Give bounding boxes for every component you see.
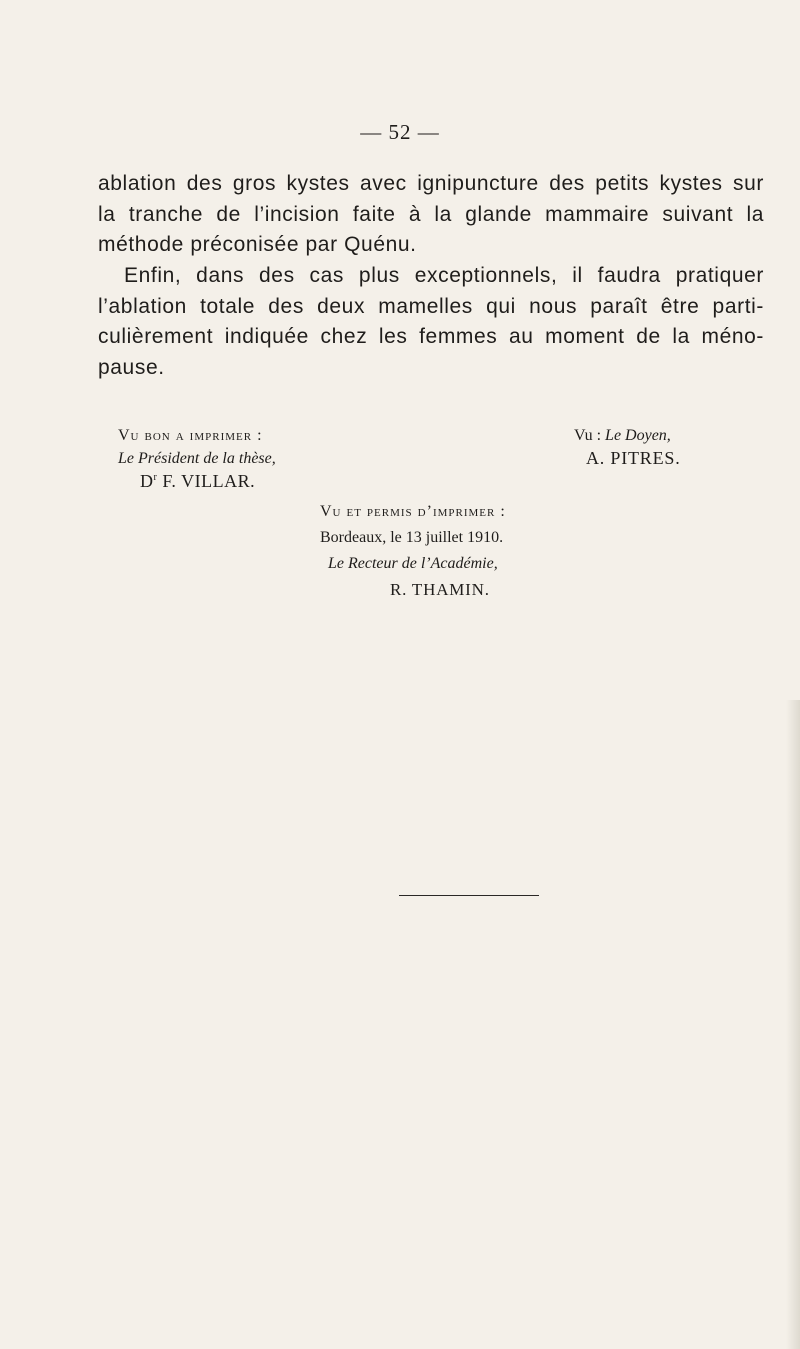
president-role: Le Président de la thèse, bbox=[118, 450, 276, 467]
approval-heading: Vu bon a imprimer : bbox=[118, 427, 263, 444]
permission-heading: Vu et permis d’imprimer : bbox=[320, 503, 506, 520]
dean-name: A. PITRES. bbox=[586, 448, 681, 468]
president-approval-block bbox=[118, 424, 276, 493]
text-line: la tranche de l’incision faite à la glande mammaire suivant la bbox=[98, 202, 764, 226]
paragraph-enfin bbox=[98, 261, 764, 383]
rector-role: Le Recteur de l’Académie, bbox=[328, 555, 498, 572]
text-line: pause. bbox=[98, 355, 165, 379]
text-line: Enfin, dans des cas plus exceptionnels, il faudra pratiquer bbox=[124, 264, 764, 287]
rector-name: R. THAMIN. bbox=[390, 580, 490, 599]
text-line: culièrement indiquée chez les femmes au moment de la méno- bbox=[98, 325, 764, 348]
text-line: l’ablation totale des deux mamelles qui nous paraît être parti- bbox=[98, 294, 764, 318]
text-line: méthode préconisée par Quénu. bbox=[98, 233, 417, 256]
president-name: $D^r$ F. VILLAR. bbox=[140, 471, 256, 491]
place-date: Bordeaux, le 13 juillet 1910. bbox=[320, 529, 504, 546]
dean-line: Vu : Le Doyen, bbox=[574, 427, 671, 444]
page-edge-shading bbox=[786, 700, 800, 1349]
page-number: — 52 — bbox=[360, 120, 440, 144]
permission-block bbox=[320, 499, 506, 603]
paragraph-continuation bbox=[98, 169, 764, 261]
horizontal-rule bbox=[399, 895, 539, 896]
dean-approval-block bbox=[574, 424, 681, 470]
text-line: ablation des gros kystes avec ignipuncture des petits kystes sur bbox=[98, 172, 764, 195]
